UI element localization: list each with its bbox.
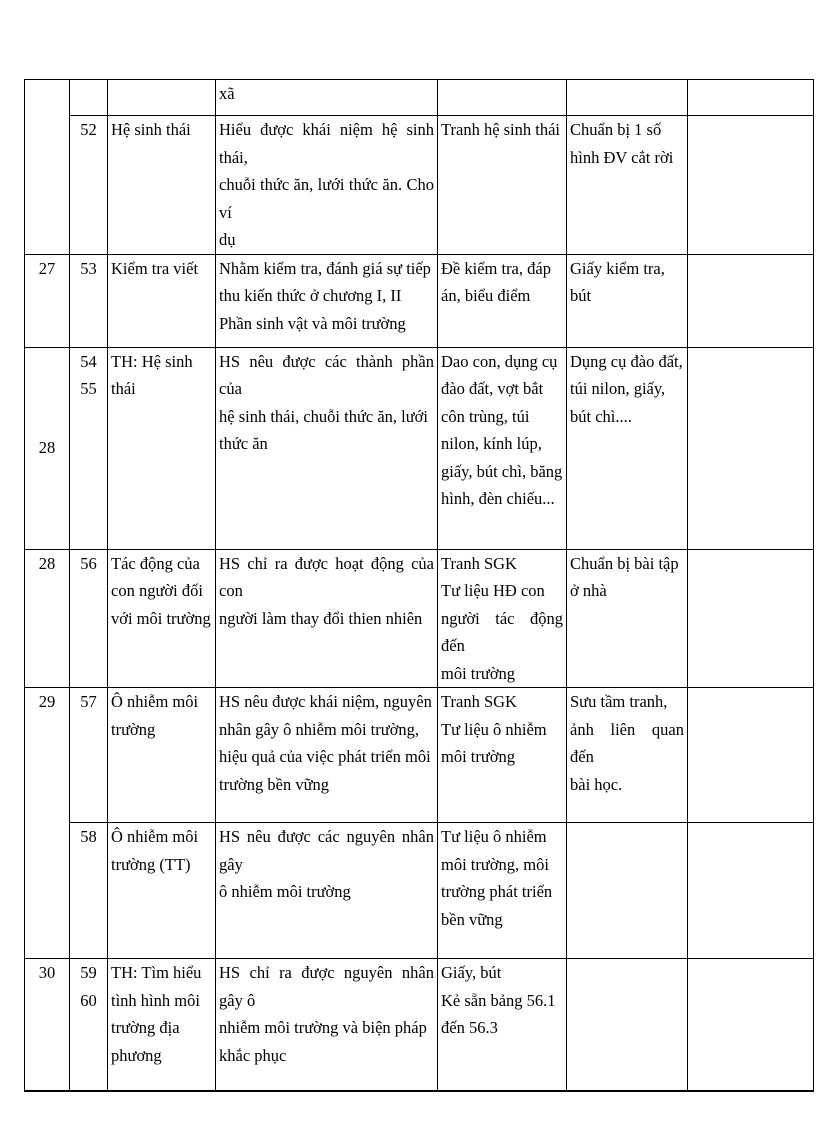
teacher-prep-cell: Dao con, dụng cụ đào đất, vợt bắt côn trùng, túi nilon, kính lúp, giấy, bút chì, băng hình, đèn chiếu... (438, 347, 567, 549)
teacher-prep-cell: Tranh hệ sinh thái (438, 116, 567, 255)
note-cell (688, 116, 814, 255)
student-prep-cell: Sưu tầm tranh, ảnh liên quan đến bài học. (567, 688, 688, 823)
objective-cell: xã (216, 80, 438, 116)
lesson-plan-sheet (24, 79, 814, 1092)
note-cell (688, 823, 814, 959)
table-row (25, 959, 814, 1091)
week-cell: 28 (25, 347, 70, 549)
student-prep-cell (567, 823, 688, 959)
objective-cell: Nhằm kiểm tra, đánh giá sự tiếp thu kiến thức ở chương I, II Phần sinh vật và môi trường (216, 254, 438, 347)
lesson-title-cell: Ô nhiễm môi trường (108, 688, 216, 823)
lesson-title-cell: Tác động của con người đối với môi trường (108, 549, 216, 688)
table-row (25, 549, 814, 688)
teacher-prep-cell: Tư liệu ô nhiễm môi trường, môi trường phát triển bền vững (438, 823, 567, 959)
week-cell: 27 (25, 254, 70, 347)
table-row (25, 80, 814, 116)
table-row (25, 116, 814, 255)
student-prep-cell (567, 80, 688, 116)
note-cell (688, 688, 814, 823)
student-prep-cell: Chuẩn bị bài tập ở nhà (567, 549, 688, 688)
lesson-title-cell: TH: Tìm hiểu tình hình môi trường địa phương (108, 959, 216, 1091)
student-prep-cell: Giấy kiểm tra, bút (567, 254, 688, 347)
teacher-prep-cell: Giấy, bút Kẻ sẵn bảng 56.1 đến 56.3 (438, 959, 567, 1091)
teacher-prep-cell: Đề kiểm tra, đáp án, biểu điểm (438, 254, 567, 347)
lesson-number-cell: 57 (70, 688, 108, 823)
note-cell (688, 80, 814, 116)
table-row (25, 823, 814, 959)
lesson-number-cell: 54 55 (70, 347, 108, 549)
lesson-number-cell: 56 (70, 549, 108, 688)
lesson-number-cell: 59 60 (70, 959, 108, 1091)
lesson-number-cell: 53 (70, 254, 108, 347)
week-cell: 28 (25, 549, 70, 688)
lesson-title-cell: Ô nhiễm môi trường (TT) (108, 823, 216, 959)
lesson-plan-table (24, 79, 814, 1092)
objective-cell: HS chỉ ra được hoạt động của con người làm thay đổi thien nhiên (216, 549, 438, 688)
teacher-prep-cell: Tranh SGK Tư liệu HĐ con người tác động đến môi trường (438, 549, 567, 688)
objective-cell: HS nêu được các thành phần của hệ sinh thái, chuỗi thức ăn, lưới thức ăn (216, 347, 438, 549)
lesson-number-cell (70, 80, 108, 116)
teacher-prep-cell: Tranh SGK Tư liệu ô nhiễm môi trường (438, 688, 567, 823)
table-row (25, 688, 814, 823)
week-cell: 30 (25, 959, 70, 1091)
table-row (25, 254, 814, 347)
lesson-title-cell: Kiểm tra viết (108, 254, 216, 347)
note-cell (688, 959, 814, 1091)
table-row (25, 347, 814, 549)
teacher-prep-cell (438, 80, 567, 116)
objective-cell: HS nêu được khái niệm, nguyên nhân gây ô nhiễm môi trường, hiệu quả của việc phát triển môi trường bền vững (216, 688, 438, 823)
objective-cell: HS chỉ ra được nguyên nhân gây ô nhiễm môi trường và biện pháp khắc phục (216, 959, 438, 1091)
lesson-title-cell: Hệ sinh thái (108, 116, 216, 255)
lesson-title-cell (108, 80, 216, 116)
lesson-number-cell: 58 (70, 823, 108, 959)
week-cell: 29 (25, 688, 70, 959)
lesson-number-cell: 52 (70, 116, 108, 255)
lesson-title-cell: TH: Hệ sinh thái (108, 347, 216, 549)
student-prep-cell (567, 959, 688, 1091)
note-cell (688, 254, 814, 347)
week-cell (25, 80, 70, 255)
note-cell (688, 347, 814, 549)
student-prep-cell: Dụng cụ đào đất, túi nilon, giấy, bút chì.... (567, 347, 688, 549)
objective-cell: HS nêu được các nguyên nhân gây ô nhiễm môi trường (216, 823, 438, 959)
note-cell (688, 549, 814, 688)
student-prep-cell: Chuẩn bị 1 số hình ĐV cắt rời (567, 116, 688, 255)
objective-cell: Hiểu được khái niệm hệ sinh thái, chuỗi thức ăn, lưới thức ăn. Cho ví dụ (216, 116, 438, 255)
